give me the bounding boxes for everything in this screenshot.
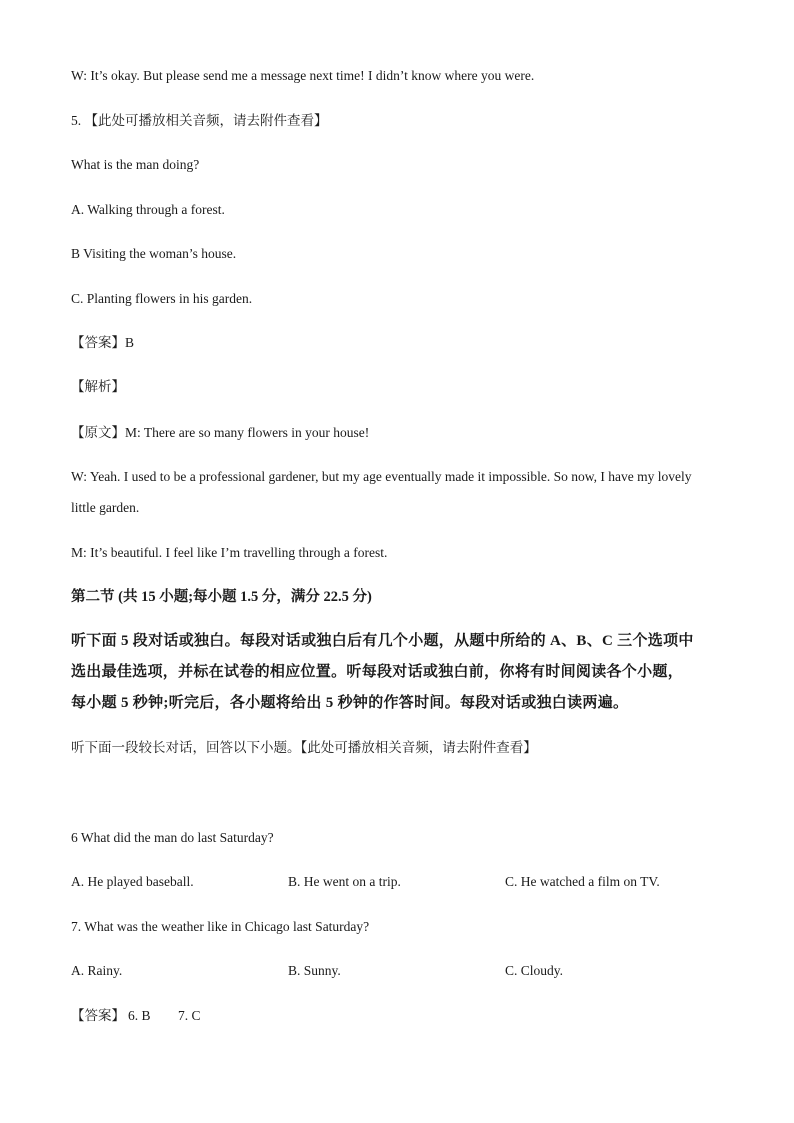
q6-option-a: A. He played baseball.	[71, 874, 194, 889]
section2-instruction-line: 听下面 5 段对话或独白。每段对话或独白后有几个小题，从题中所给的 A、B、C 三个选项中	[71, 633, 694, 649]
answer-6: 6. B	[128, 1008, 151, 1023]
listen-prompt: 听下面一段较长对话，回答以下小题。【此处可播放相关音频，请去附件查看】	[71, 740, 537, 755]
q6-option-b: B. He went on a trip.	[288, 874, 401, 889]
q5-option-b: B Visiting the woman’s house.	[71, 246, 237, 261]
answer-7: 7. C	[178, 1008, 201, 1023]
q7-option-c: C. Cloudy.	[505, 963, 564, 978]
q7-question: 7. What was the weather like in Chicago last Saturday?	[71, 919, 370, 934]
q5-header: 5. 【此处可播放相关音频，请去附件查看】	[71, 113, 328, 128]
prev-dialogue-line: W: It’s okay. But please send me a message next time! I didn’t know where you were.	[71, 68, 535, 83]
q7-option-b: B. Sunny.	[288, 963, 341, 978]
transcript-line: little garden.	[71, 500, 140, 515]
q6-option-c: C. He watched a film on TV.	[505, 874, 660, 889]
section2-instruction-line: 选出最佳选项，并标在试卷的相应位置。听每段对话或独白前，你将有时间阅读各个小题，	[71, 664, 684, 680]
section2-title: 第二节 (共 15 小题;每小题 1.5 分，满分 22.5 分)	[71, 589, 372, 605]
answers-label: 【答案】	[71, 1008, 125, 1023]
transcript-line: W: Yeah. I used to be a professional gardener, but my age eventually made it impossible. So now, I have my lovely	[71, 469, 692, 484]
q5-analysis-label: 【解析】	[71, 379, 125, 394]
q6-question: 6 What did the man do last Saturday?	[71, 830, 274, 845]
transcript-line: M: It’s beautiful. I feel like I’m travelling through a forest.	[71, 545, 388, 560]
q7-option-a: A. Rainy.	[71, 963, 123, 978]
q5-option-c: C. Planting flowers in his garden.	[71, 291, 253, 306]
section2-instruction-line: 每小题 5 秒钟;听完后，各小题将给出 5 秒钟的作答时间。每段对话或独白读两遍。	[71, 695, 629, 711]
q5-option-a: A. Walking through a forest.	[71, 202, 225, 217]
transcript-line: 【原文】M: There are so many flowers in your house!	[71, 425, 370, 440]
q5-answer: 【答案】B	[71, 335, 135, 350]
q5-question: What is the man doing?	[71, 157, 200, 172]
